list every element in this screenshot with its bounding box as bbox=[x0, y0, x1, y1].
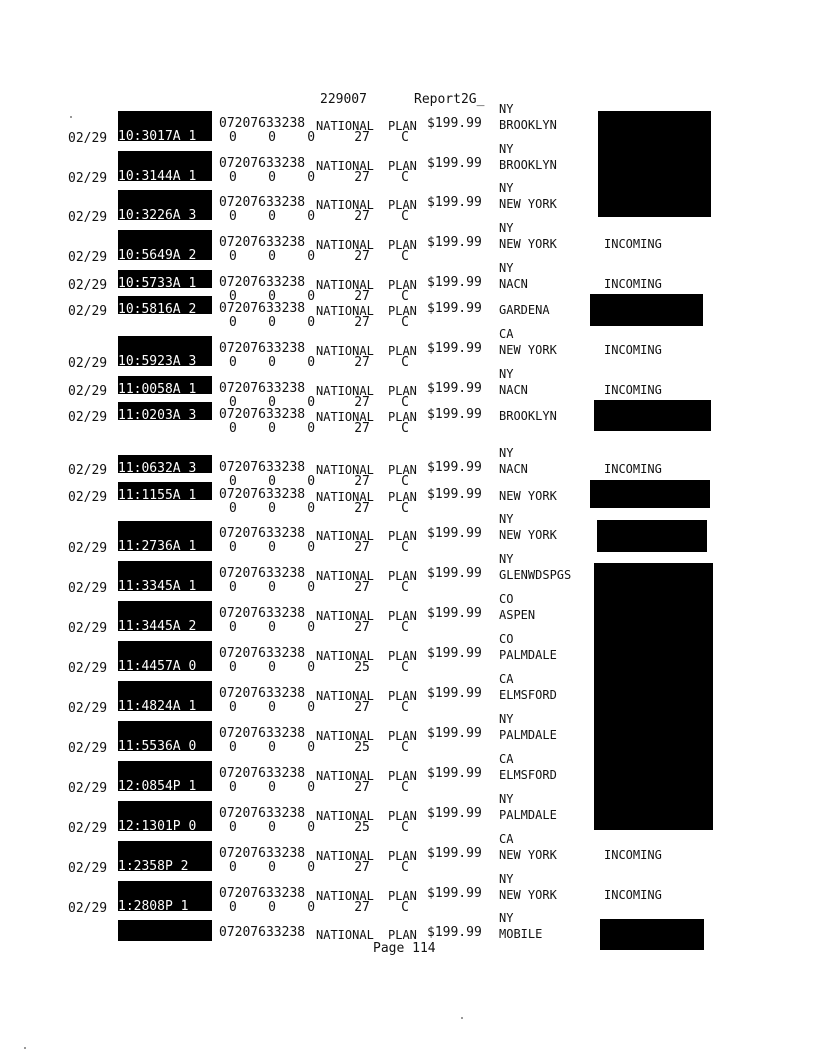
plan-label: PLAN bbox=[388, 769, 417, 783]
plan-label: PLAN bbox=[388, 889, 417, 903]
call-time: 12:1301P 0 bbox=[118, 819, 197, 834]
city: NEW YORK bbox=[499, 197, 557, 211]
plan-amount: $199.99 bbox=[427, 235, 482, 250]
state: NY bbox=[499, 712, 514, 726]
plan-label: PLAN bbox=[388, 928, 417, 942]
city: BROOKLYN bbox=[499, 409, 557, 423]
plan-label: PLAN bbox=[388, 463, 417, 477]
call-date: 02/29 bbox=[68, 741, 108, 756]
call-time: 10:5649A 2 bbox=[118, 248, 197, 263]
phone-number: 07207633238 bbox=[219, 460, 306, 475]
plan-amount: $199.99 bbox=[427, 116, 482, 131]
call-date: 02/29 bbox=[68, 304, 108, 319]
plan-label: PLAN bbox=[388, 410, 417, 424]
plan-name: NATIONAL bbox=[316, 384, 374, 398]
call-time: 10:5816A 2 bbox=[118, 302, 197, 317]
call-note: INCOMING bbox=[604, 383, 662, 397]
phone-number: 07207633238 bbox=[219, 606, 306, 621]
plan-name: NATIONAL bbox=[316, 649, 374, 663]
call-counts: 0 0 0 27 C bbox=[229, 395, 410, 410]
phone-number: 07207633238 bbox=[219, 195, 306, 210]
call-note: INCOMING bbox=[604, 343, 662, 357]
city: NEW YORK bbox=[499, 528, 557, 542]
call-date: 02/29 bbox=[68, 278, 108, 293]
plan-name: NATIONAL bbox=[316, 569, 374, 583]
call-time: 10:3226A 3 bbox=[118, 208, 197, 223]
phone-number: 07207633238 bbox=[219, 156, 306, 171]
state: CA bbox=[499, 752, 514, 766]
plan-amount: $199.99 bbox=[427, 806, 482, 821]
call-time: 11:1155A 1 bbox=[118, 488, 197, 503]
call-note: INCOMING bbox=[604, 237, 662, 251]
scan-speck bbox=[24, 1047, 26, 1049]
plan-label: PLAN bbox=[388, 159, 417, 173]
plan-label: PLAN bbox=[388, 729, 417, 743]
plan-name: NATIONAL bbox=[316, 410, 374, 424]
plan-amount: $199.99 bbox=[427, 766, 482, 781]
call-date: 02/29 bbox=[68, 701, 108, 716]
call-counts: 0 0 0 27 C bbox=[229, 900, 410, 915]
plan-name: NATIONAL bbox=[316, 849, 374, 863]
call-counts: 0 0 0 27 C bbox=[229, 620, 410, 635]
plan-amount: $199.99 bbox=[427, 381, 482, 396]
plan-name: NATIONAL bbox=[316, 198, 374, 212]
city: BROOKLYN bbox=[499, 158, 557, 172]
plan-label: PLAN bbox=[388, 609, 417, 623]
phone-number: 07207633238 bbox=[219, 526, 306, 541]
plan-label: PLAN bbox=[388, 384, 417, 398]
call-date: 02/29 bbox=[68, 250, 108, 265]
plan-name: NATIONAL bbox=[316, 490, 374, 504]
plan-amount: $199.99 bbox=[427, 407, 482, 422]
plan-name: NATIONAL bbox=[316, 809, 374, 823]
plan-name: NATIONAL bbox=[316, 278, 374, 292]
plan-name: NATIONAL bbox=[316, 463, 374, 477]
call-date: 02/29 bbox=[68, 821, 108, 836]
call-time: 11:0058A 1 bbox=[118, 382, 197, 397]
plan-name: NATIONAL bbox=[316, 729, 374, 743]
redaction-bar bbox=[590, 480, 710, 508]
phone-number: 07207633238 bbox=[219, 886, 306, 901]
call-time: 11:4457A 0 bbox=[118, 659, 197, 674]
phone-number: 07207633238 bbox=[219, 275, 306, 290]
city: ASPEN bbox=[499, 608, 536, 622]
call-time: 11:5536A 0 bbox=[118, 739, 197, 754]
call-date: 02/29 bbox=[68, 210, 108, 225]
city: NEW YORK bbox=[499, 343, 557, 357]
redaction-bar bbox=[597, 520, 707, 552]
call-time: 11:3345A 1 bbox=[118, 579, 197, 594]
state: NY bbox=[499, 792, 514, 806]
call-time: 1:2358P 2 bbox=[118, 859, 189, 874]
call-time: 10:3144A 1 bbox=[118, 169, 197, 184]
redaction-bar bbox=[600, 919, 704, 950]
call-time: 11:4824A 1 bbox=[118, 699, 197, 714]
plan-amount: $199.99 bbox=[427, 886, 482, 901]
scan-speck bbox=[70, 116, 72, 118]
plan-amount: $199.99 bbox=[427, 341, 482, 356]
state: NY bbox=[499, 446, 514, 460]
report-name: Report2G_ bbox=[414, 92, 485, 107]
plan-label: PLAN bbox=[388, 689, 417, 703]
call-time: 11:0632A 3 bbox=[118, 461, 197, 476]
state: NY bbox=[499, 142, 514, 156]
call-date: 02/29 bbox=[68, 171, 108, 186]
state: NY bbox=[499, 367, 514, 381]
call-note: INCOMING bbox=[604, 277, 662, 291]
call-date: 02/29 bbox=[68, 541, 108, 556]
city: GLENWDSPGS bbox=[499, 568, 572, 582]
phone-number: 07207633238 bbox=[219, 116, 306, 131]
state: NY bbox=[499, 552, 514, 566]
phone-number: 07207633238 bbox=[219, 301, 306, 316]
phone-number: 07207633238 bbox=[219, 341, 306, 356]
plan-amount: $199.99 bbox=[427, 460, 482, 475]
plan-name: NATIONAL bbox=[316, 304, 374, 318]
city: NACN bbox=[499, 462, 528, 476]
state: CA bbox=[499, 832, 514, 846]
call-note: INCOMING bbox=[604, 888, 662, 902]
call-date: 02/29 bbox=[68, 490, 108, 505]
call-date: 02/29 bbox=[68, 410, 108, 425]
plan-label: PLAN bbox=[388, 490, 417, 504]
plan-label: PLAN bbox=[388, 649, 417, 663]
plan-amount: $199.99 bbox=[427, 156, 482, 171]
call-date: 02/29 bbox=[68, 131, 108, 146]
plan-amount: $199.99 bbox=[427, 566, 482, 581]
phone-number: 07207633238 bbox=[219, 381, 306, 396]
city: NACN bbox=[499, 383, 528, 397]
plan-label: PLAN bbox=[388, 809, 417, 823]
city: BROOKLYN bbox=[499, 118, 557, 132]
city: NEW YORK bbox=[499, 489, 557, 503]
plan-name: NATIONAL bbox=[316, 238, 374, 252]
call-note: INCOMING bbox=[604, 462, 662, 476]
city: NEW YORK bbox=[499, 237, 557, 251]
plan-name: NATIONAL bbox=[316, 119, 374, 133]
state: NY bbox=[499, 102, 514, 116]
redaction-bar bbox=[590, 294, 703, 326]
call-date: 02/29 bbox=[68, 781, 108, 796]
call-counts: 0 0 0 27 C bbox=[229, 501, 410, 516]
call-counts: 0 0 0 27 C bbox=[229, 780, 410, 795]
city: NACN bbox=[499, 277, 528, 291]
call-counts: 0 0 0 27 C bbox=[229, 315, 410, 330]
call-time: 10:5923A 3 bbox=[118, 354, 197, 369]
call-counts: 0 0 0 27 C bbox=[229, 209, 410, 224]
plan-name: NATIONAL bbox=[316, 889, 374, 903]
plan-name: NATIONAL bbox=[316, 529, 374, 543]
phone-number: 07207633238 bbox=[219, 686, 306, 701]
state: NY bbox=[499, 221, 514, 235]
call-counts: 0 0 0 27 C bbox=[229, 170, 410, 185]
city: ELMSFORD bbox=[499, 768, 557, 782]
state: NY bbox=[499, 911, 514, 925]
phone-number: 07207633238 bbox=[219, 407, 306, 422]
call-time: 11:0203A 3 bbox=[118, 408, 197, 423]
city: PALMDALE bbox=[499, 808, 557, 822]
plan-amount: $199.99 bbox=[427, 606, 482, 621]
plan-amount: $199.99 bbox=[427, 275, 482, 290]
phone-number: 07207633238 bbox=[219, 566, 306, 581]
city: ELMSFORD bbox=[499, 688, 557, 702]
plan-amount: $199.99 bbox=[427, 686, 482, 701]
call-date: 02/29 bbox=[68, 356, 108, 371]
city: NEW YORK bbox=[499, 848, 557, 862]
call-time: 11:3445A 2 bbox=[118, 619, 197, 634]
redaction-bar bbox=[118, 920, 212, 941]
phone-number: 07207633238 bbox=[219, 487, 306, 502]
phone-number: 07207633238 bbox=[219, 846, 306, 861]
city: PALMDALE bbox=[499, 728, 557, 742]
phone-number: 07207633238 bbox=[219, 806, 306, 821]
plan-name: NATIONAL bbox=[316, 159, 374, 173]
redaction-bar bbox=[594, 563, 713, 830]
city: MOBILE bbox=[499, 927, 543, 941]
plan-name: NATIONAL bbox=[316, 344, 374, 358]
plan-name: NATIONAL bbox=[316, 609, 374, 623]
phone-number: 07207633238 bbox=[219, 646, 306, 661]
city: PALMDALE bbox=[499, 648, 557, 662]
call-counts: 0 0 0 25 C bbox=[229, 820, 410, 835]
plan-label: PLAN bbox=[388, 304, 417, 318]
call-time: 10:5733A 1 bbox=[118, 276, 197, 291]
redaction-bar bbox=[598, 111, 711, 217]
state: NY bbox=[499, 872, 514, 886]
state: NY bbox=[499, 181, 514, 195]
call-time: 11:2736A 1 bbox=[118, 539, 197, 554]
plan-amount: $199.99 bbox=[427, 925, 482, 940]
state: CO bbox=[499, 632, 514, 646]
page-number: Page 114 bbox=[373, 941, 436, 956]
plan-amount: $199.99 bbox=[427, 646, 482, 661]
call-counts: 0 0 0 25 C bbox=[229, 740, 410, 755]
call-counts: 0 0 0 27 C bbox=[229, 474, 410, 489]
plan-name: NATIONAL bbox=[316, 689, 374, 703]
state: CO bbox=[499, 592, 514, 606]
call-counts: 0 0 0 27 C bbox=[229, 421, 410, 436]
plan-amount: $199.99 bbox=[427, 726, 482, 741]
call-counts: 0 0 0 25 C bbox=[229, 660, 410, 675]
call-counts: 0 0 0 27 C bbox=[229, 249, 410, 264]
plan-label: PLAN bbox=[388, 198, 417, 212]
call-counts: 0 0 0 27 C bbox=[229, 289, 410, 304]
state: CA bbox=[499, 327, 514, 341]
call-date: 02/29 bbox=[68, 861, 108, 876]
call-date: 02/29 bbox=[68, 463, 108, 478]
phone-number: 07207633238 bbox=[219, 726, 306, 741]
report-id: 229007 bbox=[320, 92, 367, 107]
plan-amount: $199.99 bbox=[427, 487, 482, 502]
state: NY bbox=[499, 261, 514, 275]
plan-amount: $199.99 bbox=[427, 301, 482, 316]
phone-number: 07207633238 bbox=[219, 235, 306, 250]
call-date: 02/29 bbox=[68, 901, 108, 916]
plan-label: PLAN bbox=[388, 529, 417, 543]
call-date: 02/29 bbox=[68, 384, 108, 399]
state: NY bbox=[499, 512, 514, 526]
plan-label: PLAN bbox=[388, 569, 417, 583]
call-date: 02/29 bbox=[68, 581, 108, 596]
scan-speck bbox=[461, 1017, 463, 1019]
plan-amount: $199.99 bbox=[427, 846, 482, 861]
call-counts: 0 0 0 27 C bbox=[229, 355, 410, 370]
call-counts: 0 0 0 27 C bbox=[229, 540, 410, 555]
call-counts: 0 0 0 27 C bbox=[229, 700, 410, 715]
plan-label: PLAN bbox=[388, 849, 417, 863]
redaction-bar bbox=[594, 400, 711, 431]
phone-number: 07207633238 bbox=[219, 766, 306, 781]
city: NEW YORK bbox=[499, 888, 557, 902]
call-counts: 0 0 0 27 C bbox=[229, 580, 410, 595]
plan-label: PLAN bbox=[388, 278, 417, 292]
state: CA bbox=[499, 672, 514, 686]
call-counts: 0 0 0 27 C bbox=[229, 130, 410, 145]
call-time: 1:2808P 1 bbox=[118, 899, 189, 914]
call-time: 10:3017A 1 bbox=[118, 129, 197, 144]
plan-label: PLAN bbox=[388, 238, 417, 252]
phone-number: 07207633238 bbox=[219, 925, 306, 940]
plan-name: NATIONAL bbox=[316, 928, 374, 942]
call-date: 02/29 bbox=[68, 621, 108, 636]
call-counts: 0 0 0 27 C bbox=[229, 860, 410, 875]
plan-label: PLAN bbox=[388, 344, 417, 358]
plan-name: NATIONAL bbox=[316, 769, 374, 783]
plan-label: PLAN bbox=[388, 119, 417, 133]
city: GARDENA bbox=[499, 303, 550, 317]
plan-amount: $199.99 bbox=[427, 526, 482, 541]
call-time: 12:0854P 1 bbox=[118, 779, 197, 794]
plan-amount: $199.99 bbox=[427, 195, 482, 210]
call-note: INCOMING bbox=[604, 848, 662, 862]
call-date: 02/29 bbox=[68, 661, 108, 676]
